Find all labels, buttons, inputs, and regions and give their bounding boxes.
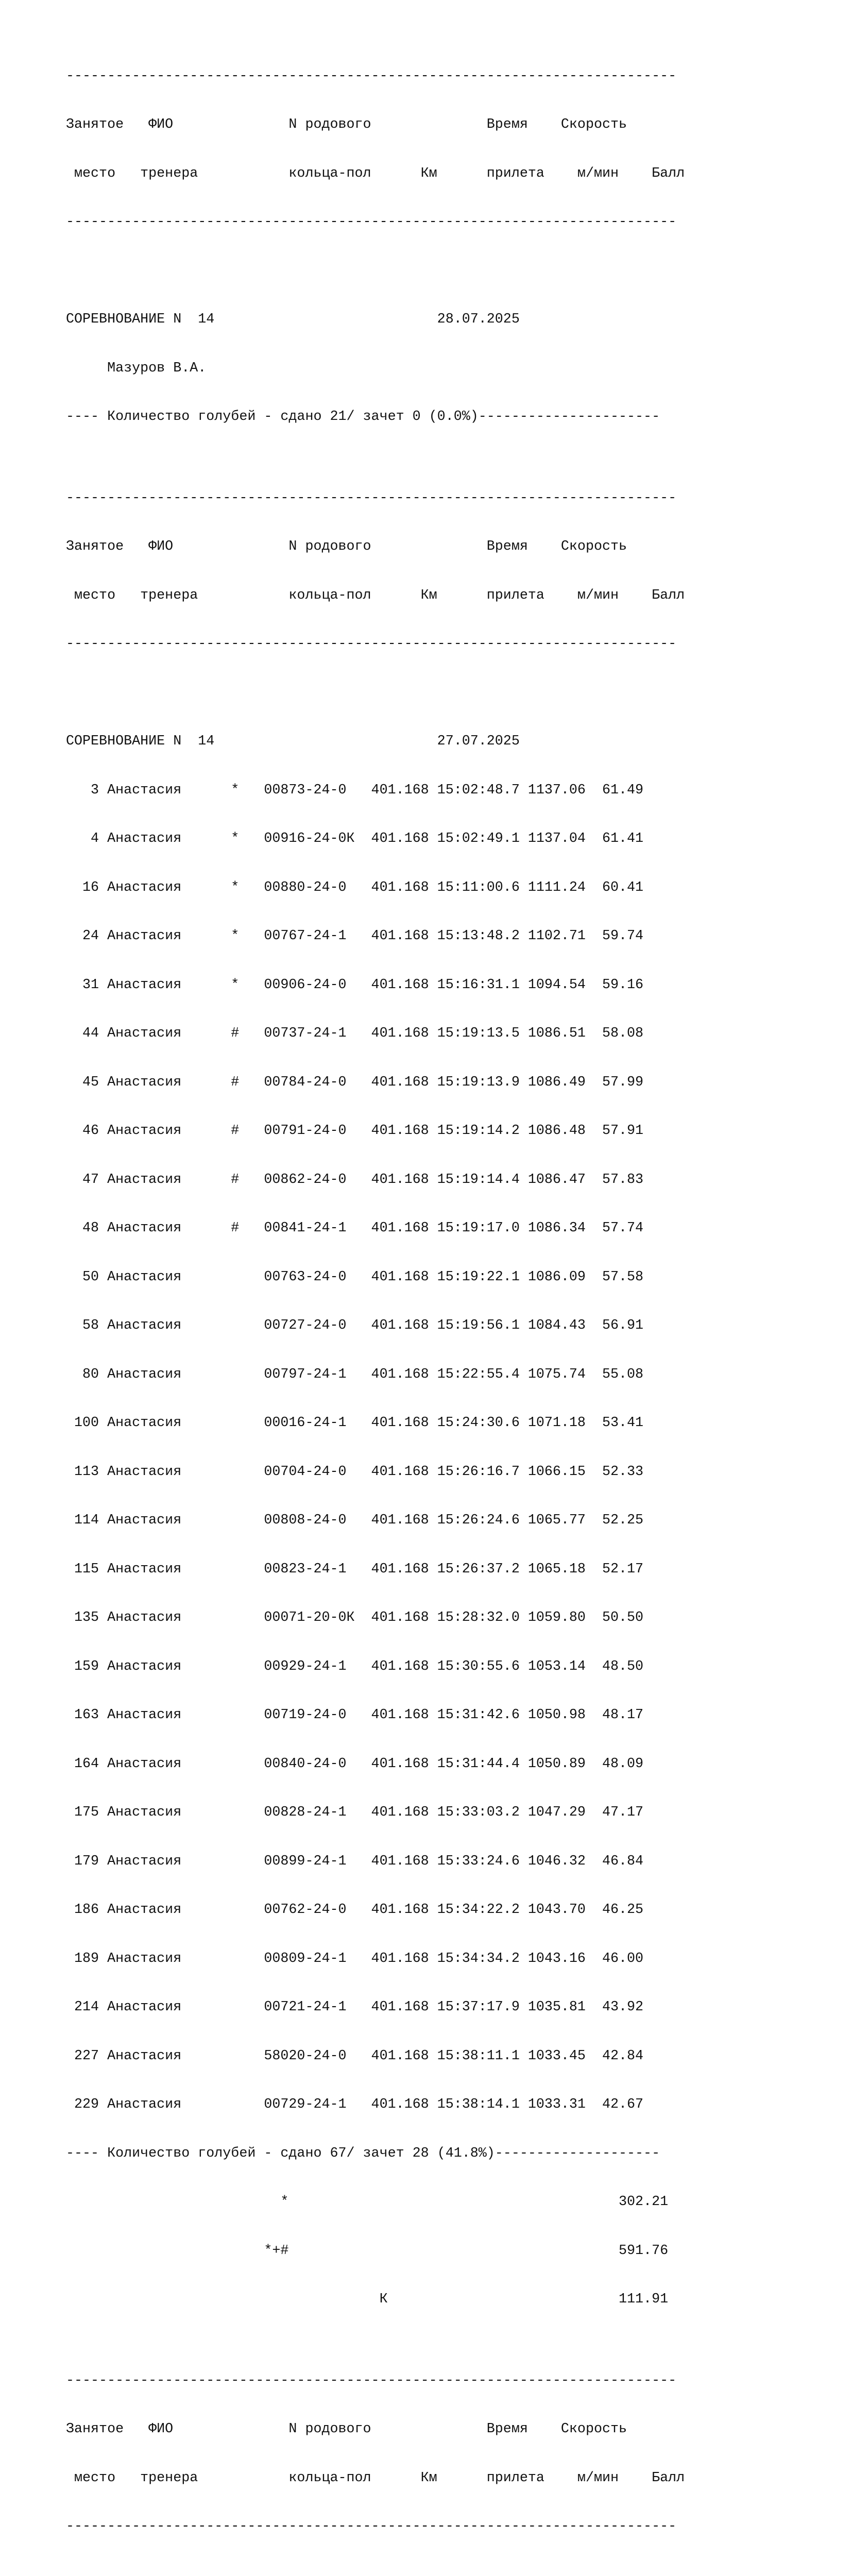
column-header-line-2: место тренера кольца-пол Км прилета м/мин Балл	[66, 588, 685, 604]
result-row: 113 Анастасия 00704-24-0 401.168 15:26:16.7 1066.15 52.33	[66, 1464, 685, 1481]
result-row: 163 Анастасия 00719-24-0 401.168 15:31:42.6 1050.98 48.17	[66, 1707, 685, 1724]
results-document	[66, 20, 685, 2576]
column-header-line-1: Занятое ФИО N родового Время Скорость	[66, 539, 685, 555]
result-row: 164 Анастасия 00840-24-0 401.168 15:31:44.4 1050.89 48.09	[66, 1756, 685, 1773]
pigeon-count-line: ---- Количество голубей - сдано 21/ зачет 0 (0.0%)----------------------	[66, 409, 685, 426]
result-row: 227 Анастасия 58020-24-0 401.168 15:38:11.1 1033.45 42.84	[66, 2048, 685, 2065]
result-row: 186 Анастасия 00762-24-0 401.168 15:34:22.2 1043.70 46.25	[66, 1902, 685, 1919]
result-row: 24 Анастасия * 00767-24-1 401.168 15:13:48.2 1102.71 59.74	[66, 928, 685, 945]
column-header-line-1: Занятое ФИО N родового Время Скорость	[66, 117, 685, 133]
competition-title: СОРЕВНОВАНИЕ N 14 27.07.2025	[66, 734, 685, 750]
spacer	[66, 263, 685, 280]
spacer	[66, 2568, 685, 2576]
result-row: 48 Анастасия # 00841-24-1 401.168 15:19:17.0 1086.34 57.74	[66, 1221, 685, 1237]
result-row: 50 Анастасия 00763-24-0 401.168 15:19:22.1 1086.09 57.58	[66, 1269, 685, 1286]
result-row: 214 Анастасия 00721-24-1 401.168 15:37:17.9 1035.81 43.92	[66, 1999, 685, 2016]
result-row: 44 Анастасия # 00737-24-1 401.168 15:19:13.5 1086.51 58.08	[66, 1026, 685, 1042]
result-row: 31 Анастасия * 00906-24-0 401.168 15:16:31.1 1094.54 59.16	[66, 977, 685, 994]
result-row: 100 Анастасия 00016-24-1 401.168 15:24:30.6 1071.18 53.41	[66, 1415, 685, 1432]
result-row: 135 Анастасия 00071-20-0К 401.168 15:28:32.0 1059.80 50.50	[66, 1610, 685, 1626]
result-row: 114 Анастасия 00808-24-0 401.168 15:26:24.6 1065.77 52.25	[66, 1513, 685, 1529]
dash-rule: --------------------------------------------------------------------------	[66, 2373, 685, 2389]
pigeon-count-line: ---- Количество голубей - сдано 67/ зачет 28 (41.8%)--------------------	[66, 2146, 685, 2162]
result-row: 46 Анастасия # 00791-24-0 401.168 15:19:14.2 1086.48 57.91	[66, 1123, 685, 1140]
result-row: 45 Анастасия # 00784-24-0 401.168 15:19:13.9 1086.49 57.99	[66, 1075, 685, 1091]
result-row: 175 Анастасия 00828-24-1 401.168 15:33:03.2 1047.29 47.17	[66, 1805, 685, 1821]
spacer	[66, 685, 685, 702]
result-row: 4 Анастасия * 00916-24-0К 401.168 15:02:49.1 1137.04 61.41	[66, 831, 685, 848]
dash-rule: --------------------------------------------------------------------------	[66, 490, 685, 507]
result-row: 58 Анастасия 00727-24-0 401.168 15:19:56.1 1084.43 56.91	[66, 1318, 685, 1334]
competition-title: СОРЕВНОВАНИЕ N 14 28.07.2025	[66, 312, 685, 328]
dash-rule: --------------------------------------------------------------------------	[66, 69, 685, 85]
trainer-name: Мазуров В.А.	[66, 361, 685, 377]
total-star: * 302.21	[66, 2194, 685, 2211]
result-row: 80 Анастасия 00797-24-1 401.168 15:22:55.4 1075.74 55.08	[66, 1367, 685, 1383]
column-header-line-2: место тренера кольца-пол Км прилета м/мин Балл	[66, 2470, 685, 2487]
dash-rule: --------------------------------------------------------------------------	[66, 636, 685, 653]
total-star-plus-hash: *+# 591.76	[66, 2243, 685, 2260]
result-row: 16 Анастасия * 00880-24-0 401.168 15:11:00.6 1111.24 60.41	[66, 880, 685, 896]
column-header-line-1: Занятое ФИО N родового Время Скорость	[66, 2421, 685, 2438]
result-row: 189 Анастасия 00809-24-1 401.168 15:34:34.2 1043.16 46.00	[66, 1951, 685, 1968]
result-row: 179 Анастасия 00899-24-1 401.168 15:33:24.6 1046.32 46.84	[66, 1854, 685, 1870]
dash-rule: --------------------------------------------------------------------------	[66, 214, 685, 231]
result-row: 115 Анастасия 00823-24-1 401.168 15:26:37.2 1065.18 52.17	[66, 1562, 685, 1578]
result-row: 229 Анастасия 00729-24-1 401.168 15:38:14.1 1033.31 42.67	[66, 2097, 685, 2113]
result-row: 159 Анастасия 00929-24-1 401.168 15:30:55.6 1053.14 48.50	[66, 1659, 685, 1675]
total-k: К 111.91	[66, 2292, 685, 2308]
column-header-line-2: место тренера кольца-пол Км прилета м/мин Балл	[66, 166, 685, 182]
dash-rule: --------------------------------------------------------------------------	[66, 2519, 685, 2535]
result-row: 47 Анастасия # 00862-24-0 401.168 15:19:14.4 1086.47 57.83	[66, 1172, 685, 1189]
result-row: 3 Анастасия * 00873-24-0 401.168 15:02:48.7 1137.06 61.49	[66, 783, 685, 799]
